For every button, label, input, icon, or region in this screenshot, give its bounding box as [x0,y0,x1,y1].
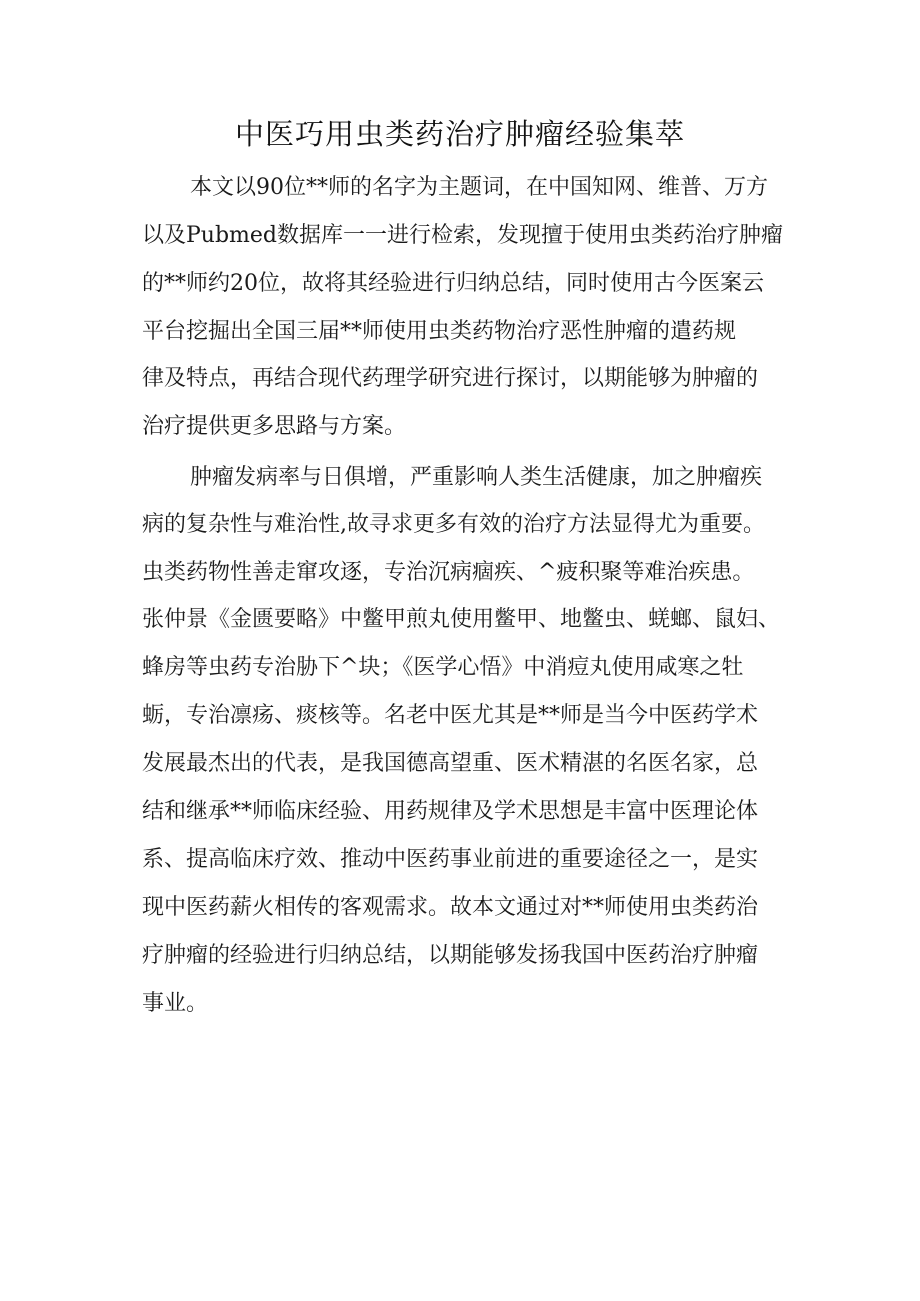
paragraph-1-line-2: 以及Pubmed数据库一一进行检索，发现擅于使用虫类药治疗肿瘤 [142,223,784,248]
paragraph-1-line-4: 平台挖掘出全国三届**师使用虫类药物治疗恶性肿瘤的遣药规 [142,319,737,344]
paragraph-2-line-2: 病的复杂性与难治性,故寻求更多有效的治疗方法显得尤为重要。 [142,512,765,537]
paragraph-2-line-3: 虫类药物性善走窜攻逐，专治沉病痼疾、^疲积聚等难治疾患。 [142,560,755,585]
paragraph-1-line-5: 律及特点，再结合现代药理学研究进行探讨，以期能够为肿瘤的 [142,366,759,391]
document-title: 中医巧用虫类药治疗肿瘤经验集萃 [234,117,685,151]
paragraph-2-line-8: 结和继承**师临床经验、用药规律及学术思想是丰富中医理论体 [142,799,759,824]
paragraph-2-line-7: 发展最杰出的代表，是我国德高望重、医术精湛的名医名家，总 [142,751,759,776]
paragraph-1-line-3: 的**师约20位，故将其经验进行归纳总结，同时使用古今医案云 [142,271,764,296]
paragraph-2-line-6: 蛎，专治凛疡、痰核等。名老中医尤其是**师是当今中医药学术 [142,703,759,728]
paragraph-1-line-1: 本文以90位**师的名字为主题词，在中国知网、维普、万方 [190,175,768,200]
paragraph-2-line-10: 现中医药薪火相传的客观需求。故本文通过对**师使用虫类药治 [142,895,759,920]
paragraph-1-line-6: 治疗提供更多思路与方案。 [142,414,407,439]
paragraph-2-line-12: 事业。 [142,991,209,1016]
paragraph-2-line-1: 肿瘤发病率与日俱增，严重影响人类生活健康，加之肿瘤疾 [190,465,763,490]
paragraph-2-line-9: 系、提高临床疗效、推动中医药事业前进的重要途径之一，是实 [142,847,759,872]
paragraph-2-line-4: 张仲景《金匮要略》中鳖甲煎丸使用鳖甲、地鳖虫、蜣螂、鼠妇、 [142,607,781,632]
paragraph-2-line-5: 蜂房等虫药专治胁下^块；《医学心悟》中消痘丸使用咸寒之牡 [142,655,744,680]
paragraph-2-line-11: 疗肿瘤的经验进行归纳总结，以期能够发扬我国中医药治疗肿瘤 [142,943,759,968]
